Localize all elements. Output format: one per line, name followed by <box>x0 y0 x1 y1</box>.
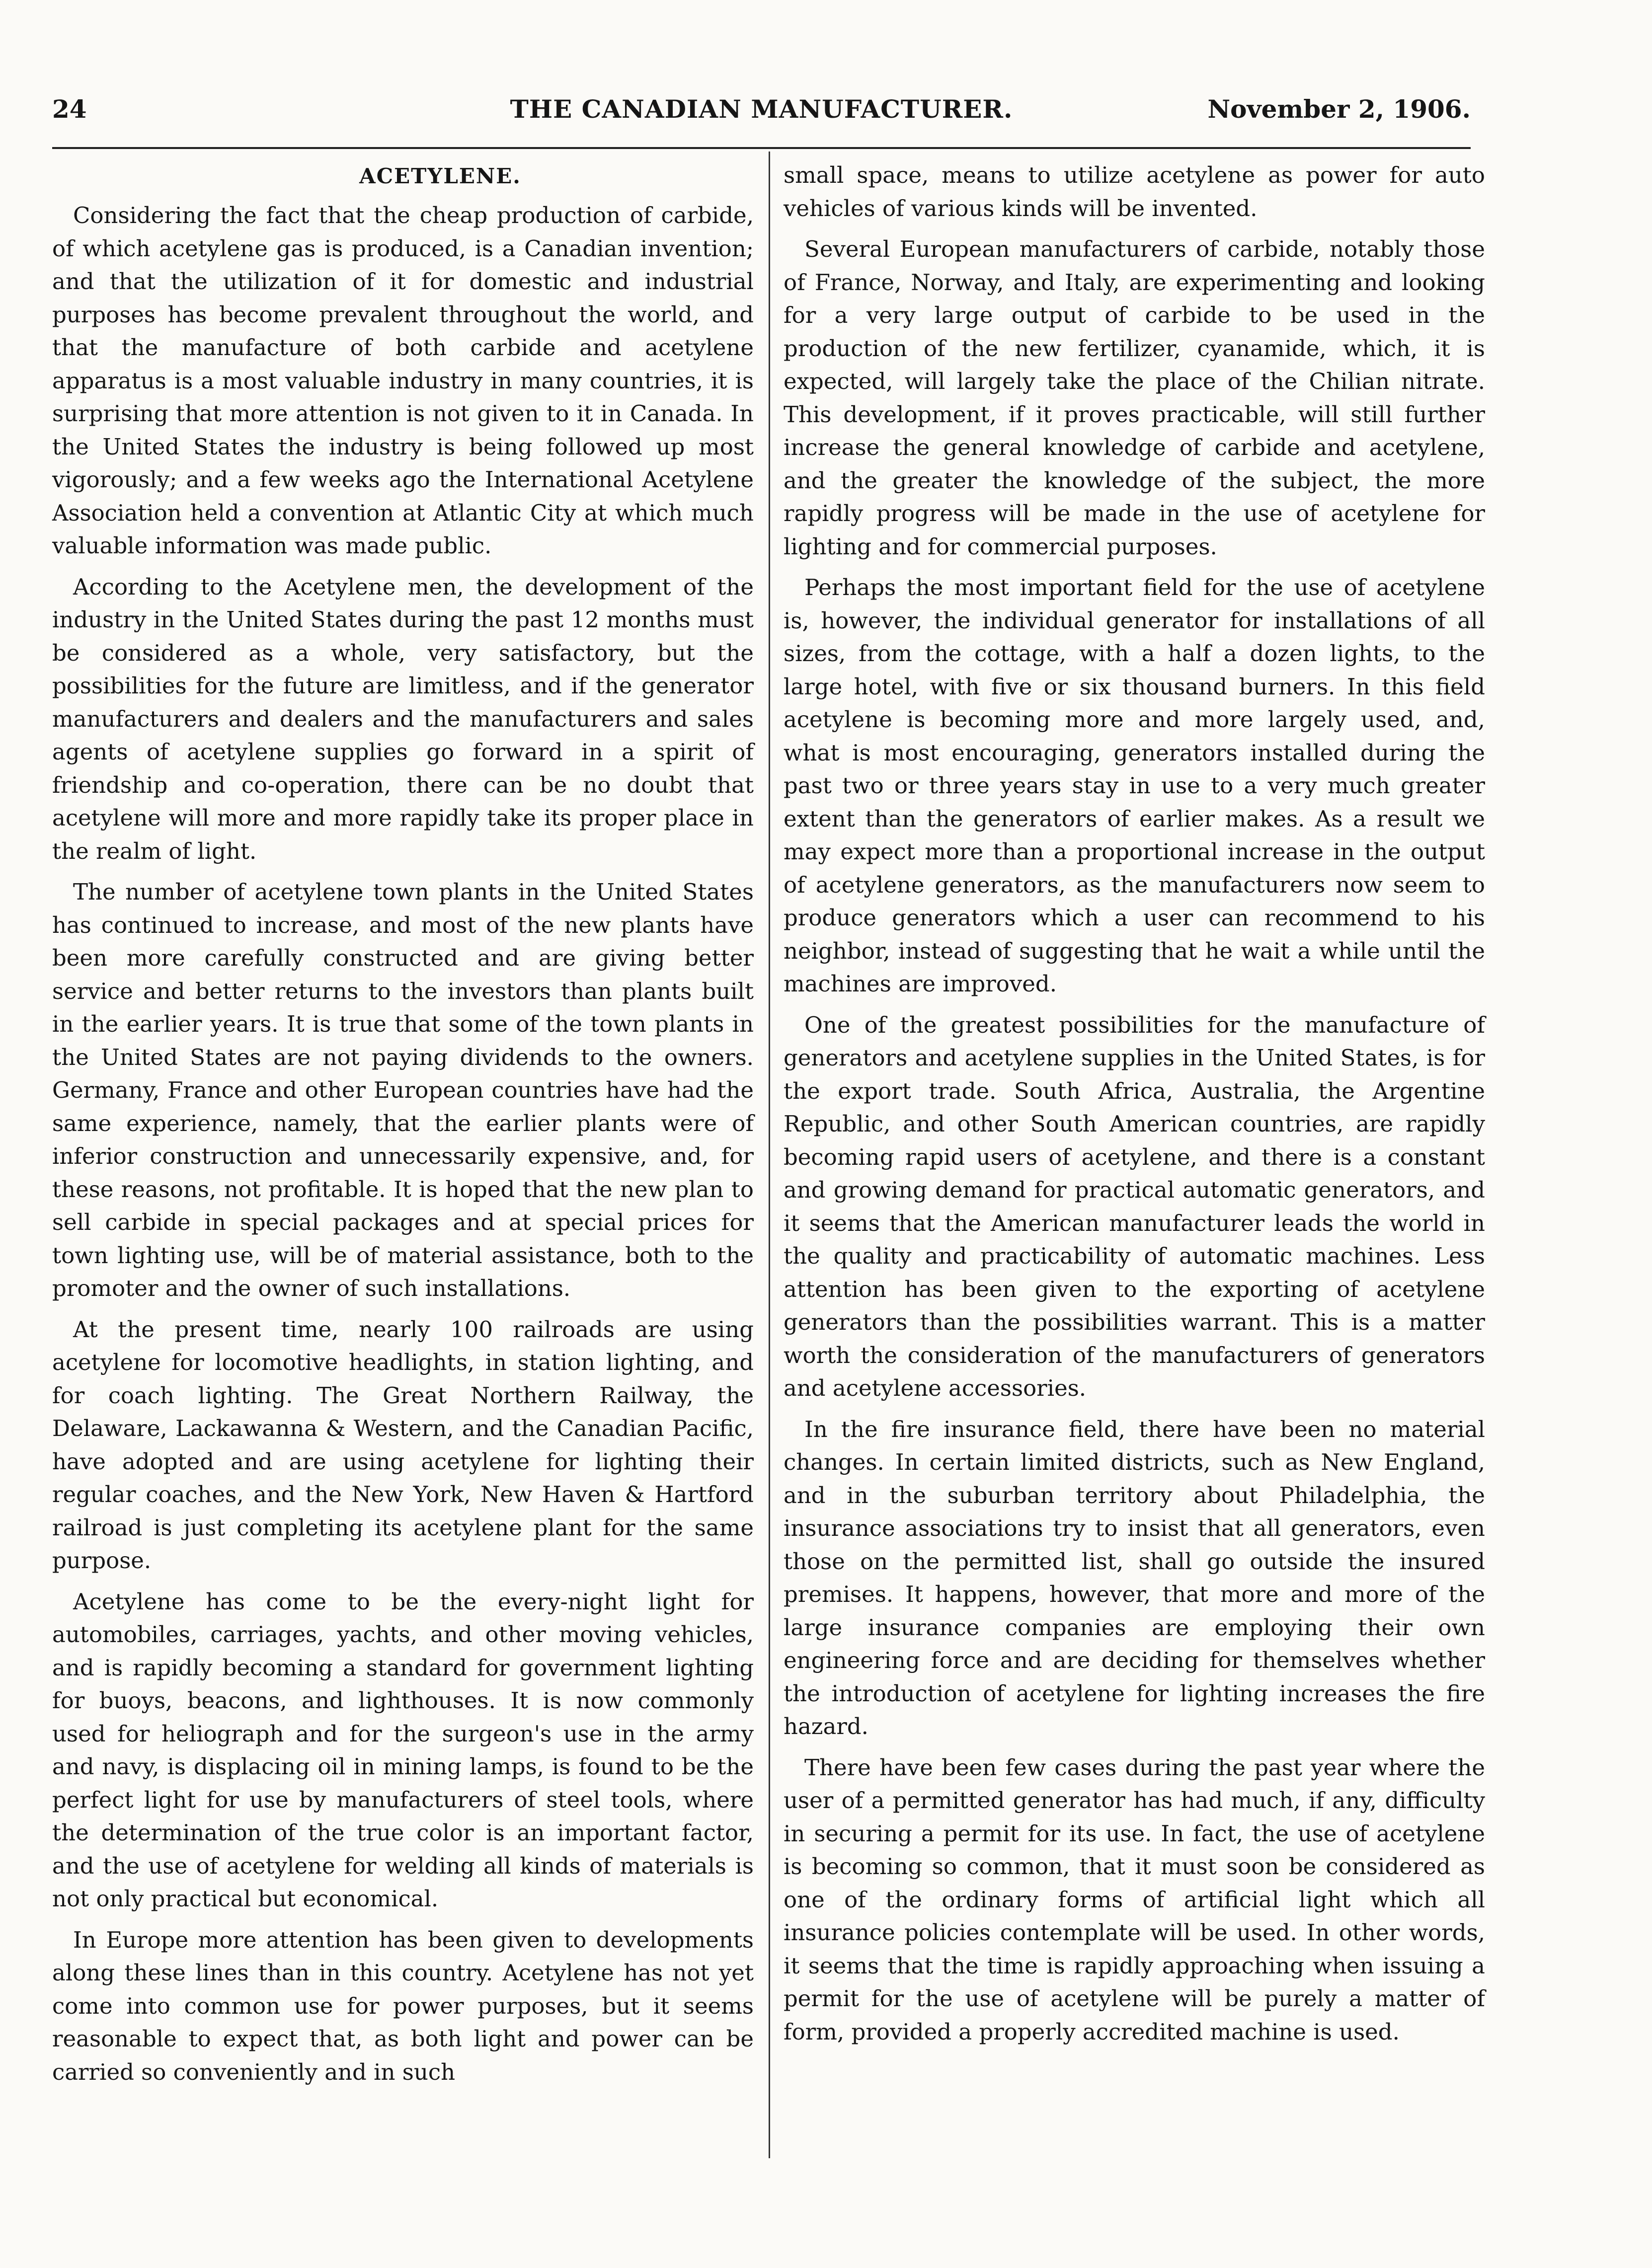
page-header <box>52 94 1471 134</box>
issue-date: November 2, 1906. <box>1207 94 1471 124</box>
paragraph: There have been few cases during the past year where the user of a permitted generator has had much, if any, difficulty in securing a permit for its use. In fact, the use of acetylene is becoming so common, that it must soon be considered as one of the ordinary forms of artificial light which all insurance policies contemplate will be used. In other words, it seems that the time is rapidly approaching when issuing a permit for the use of acetylene will be purely a matter of form, provided a properly accredited machine is used. <box>784 1754 1485 2045</box>
paragraph: Acetylene has come to be the every-night light for automobiles, carriages, yachts, and other moving vehicles, and is rapidly becoming a standard for government lighting for buoys, beacons, and lighthouses. It is now commonly used for heliograph and for the surgeon's use in the army and navy, is displacing oil in mining lamps, is found to be the perfect light for use by manufacturers of steel tools, where the determination of the true color is an important factor, and the use of acetylene for welding all kinds of materials is not only practical but economical. <box>52 1588 754 1912</box>
paragraph: In the fire insurance field, there have been no material changes. In certain limited districts, such as New England, and in the suburban territory about Philadelphia, the insurance associations try to insist that all generators, even those on the permitted list, shall go outside the insured premises. It happens, however, that more and more of the large insurance companies are employing their own engineering force and are deciding for themselves whether the introduction of acetylene for lighting increases the fire hazard. <box>784 1416 1485 1739</box>
paragraph: At the present time, nearly 100 railroads are using acetylene for locomotive headlights, in station lighting, and for coach lighting. The Great Northern Railway, the Delaware, Lackawanna & Western, and the Canadian Pacific, have adopted and are using acetylene for lighting their regular coaches, and the New York, New Haven & Hartford railroad is just completing its acetylene plant for the same purpose. <box>52 1316 754 1574</box>
right-column <box>784 159 1485 2056</box>
left-column <box>52 159 754 2097</box>
page-number: 24 <box>52 94 87 124</box>
paragraph: Several European manufacturers of carbide, notably those of France, Norway, and Italy, are experimenting and looking for a very large output of carbide to be used in the production of the new fertilizer, cyanamide, which, it is expected, will largely take the place of the Chilian nitrate. This development, if it proves practicable, will still further increase the general knowledge of carbide and acetylene, and the greater the knowledge of the subject, the more rapidly progress will be made in the use of acetylene for lighting and for commercial purposes. <box>784 236 1485 560</box>
header-rule <box>52 147 1471 149</box>
paragraph: Considering the fact that the cheap production of carbide, of which acetylene gas is produced, is a Canadian invention; and that the utilization of it for domestic and industrial purposes has become prevalent throughout the world, and that the manufacture of both carbide and acetylene apparatus is a most valuable industry in many countries, it is surprising that more attention is not given to it in Canada. In the United States the industry is being followed up most vigorously; and a few weeks ago the International Acetylene Association held a convention at Atlantic City at which much valuable information was made public. <box>52 202 754 559</box>
paragraph: One of the greatest possibilities for the manufacture of generators and acetylene supplies in the United States, is for the export trade. South Africa, Australia, the Argentine Republic, and other South American countries, are rapidly becoming rapid users of acetylene, and there is a constant and growing demand for practical automatic generators, and it seems that the American manufacturer leads the world in the quality and practicability of automatic machines. Less attention has been given to the exporting of acetylene generators than the possibilities warrant. This is a matter worth the consideration of the manufacturers of generators and acetylene accessories. <box>784 1011 1485 1401</box>
paragraph-continuation: small space, means to utilize acetylene as power for auto vehicles of various kinds will be invented. <box>784 162 1485 222</box>
article-title: ACETYLENE. <box>359 164 521 188</box>
column-divider <box>769 151 770 2158</box>
paragraph: According to the Acetylene men, the development of the industry in the United States during the past 12 months must be considered as a whole, very satisfactory, but the possibilities for the future are limitless, and if the generator manufacturers and dealers and the manufacturers and sales agents of acetylene supplies go forward in a spirit of friendship and co-operation, there can be no doubt that acetylene will more and more rapidly take its proper place in the realm of light. <box>52 573 754 864</box>
paragraph: In Europe more attention has been given to developments along these lines than in this country. Acetylene has not yet come into common use for power purposes, but it seems reasonable to expect that, as both light and power can be carried so conveniently and in such <box>52 1926 754 2085</box>
paragraph: The number of acetylene town plants in the United States has continued to increase, and most of the new plants have been more carefully constructed and are giving better service and better returns to the investors than plants built in the earlier years. It is true that some of the town plants in the United States are not paying dividends to the owners. Germany, France and other European countries have had the same experience, namely, that the earlier plants were of inferior construction and unnecessarily expensive, and, for these reasons, not profitable. It is hoped that the new plan to sell carbide in special packages and at special prices for town lighting use, will be of material assistance, both to the promoter and the owner of such installations. <box>52 879 754 1301</box>
paragraph: Perhaps the most important field for the use of acetylene is, however, the individual generator for installations of all sizes, from the cottage, with a half a dozen lights, to the large hotel, with five or six thousand burners. In this field acetylene is becoming more and more largely used, and, what is most encouraging, generators installed during the past two or three years stay in use to a very much greater extent than the generators of earlier makes. As a result we may expect more than a proportional increase in the output of acetylene generators, as the manufacturers now seem to produce generators which a user can recommend to his neighbor, instead of suggesting that he wait a while until the machines are improved. <box>784 574 1485 997</box>
publication-title: THE CANADIAN MANUFACTURER. <box>510 94 1013 124</box>
